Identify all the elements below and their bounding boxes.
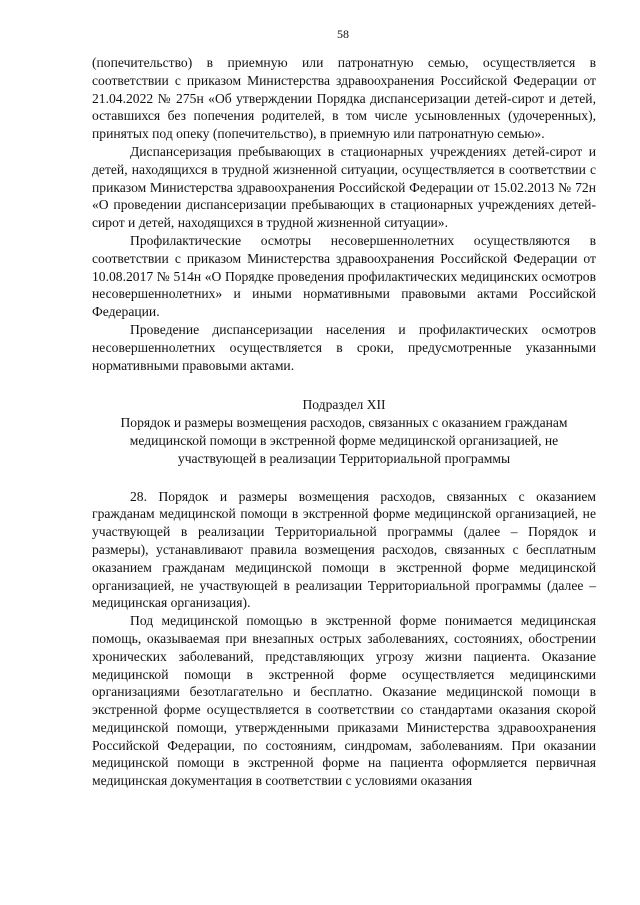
paragraph-dispensary-stationary: Диспансеризация пребывающих в стационарных учреждениях детей-сирот и детей, находящихся в трудной жизненной ситуации, осуществляется в соответствии с приказом Министерства здравоохранения Российской Федерации от 15.02.2013 № 72н «О проведении диспансеризации пребывающих в стационарных учреждениях детей-сирот и детей, находящихся в трудной жизненной ситуации».	[92, 143, 596, 231]
paragraph-terms: Проведение диспансеризации населения и профилактических осмотров несовершеннолетних осуществляется в сроки, предусмотренные указанными нормативными правовыми актами.	[92, 321, 596, 373]
paragraph-preventive-exams: Профилактические осмотры несовершеннолетних осуществляются в соответствии с приказом Министерства здравоохранения Российской Федерации от 10.08.2017 № 514н «О Порядке проведения профилактических медицинских осмотров несовершеннолетних» и иными нормативными правовыми актами Российской Федерации.	[92, 232, 596, 320]
section-subtitle: Порядок и размеры возмещения расходов, связанных с оказанием гражданам медицинской помощи в экстренной форме медицинской организацией, не участвующей в реализации Территориальной программы	[120, 415, 568, 466]
paragraph-continuation: (попечительство) в приемную или патронатную семью, осуществляется в соответствии с приказом Министерства здравоохранения Российской Федерации от 21.04.2022 № 275н «Об утверждении Порядка диспансеризации детей-сирот и детей, оставшихся без попечения родителей, в том числе усыновленных (удочеренных), принятых под опеку (попечительство), в приемную или патронатную семью».	[92, 55, 596, 142]
paragraph-emergency-definition: Под медицинской помощью в экстренной форме понимается медицинская помощь, оказываемая при внезапных острых заболеваниях, состояниях, обострении хронических заболеваний, представляющих угрозу жизни пациента. Оказание медицинской помощи в экстренной форме осуществляется медицинскими организациями безотлагательно и бесплатно. Оказание медицинской помощи в экстренной форме осуществляется в соответствии со стандартами оказания скорой медицинской помощи, утвержденными приказами Министерства здравоохранения Российской Федерации, по состояниям, синдромам, заболеваниям. При оказании медицинской помощи в экстренной форме на пациента оформляется первичная медицинская документация в соответствии с условиями оказания	[92, 613, 596, 789]
page-number: 58	[337, 27, 349, 41]
section-heading: Подраздел XII	[302, 397, 386, 413]
paragraph-28: 28. Порядок и размеры возмещения расходов, связанных с оказанием гражданам медицинской помощи в экстренной форме медицинской организацией, не участвующей в реализации Территориальной программы (далее – Порядок и размеры), устанавливают правила возмещения расходов, связанных с бесплатным оказанием гражданам медицинской помощи в экстренной форме медицинской организацией, не участвующей в реализации Территориальной программы (далее – медицинская организация).	[92, 488, 596, 611]
section-header	[92, 396, 596, 467]
